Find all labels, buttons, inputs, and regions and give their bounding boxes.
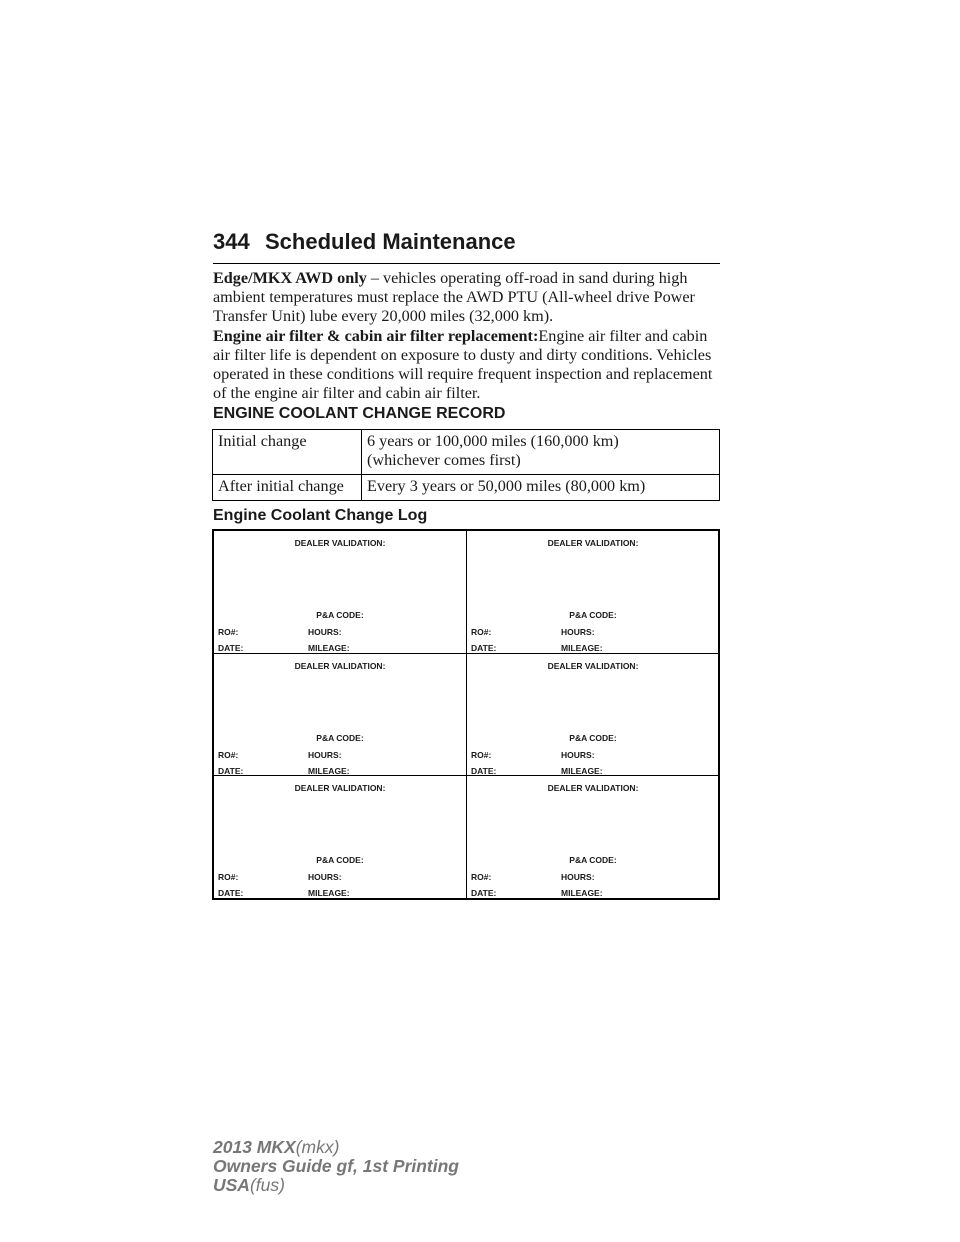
dealer-validation-label: DEALER VALIDATION:: [547, 538, 639, 548]
record-value-initial: [362, 430, 720, 475]
hours-label: HOURS:: [308, 872, 342, 882]
table-row: [213, 475, 720, 501]
awd-note-lead: Edge/MKX AWD only: [213, 269, 367, 287]
date-label: DATE:: [471, 643, 497, 653]
footer-model: 2013 MKX: [213, 1137, 296, 1157]
mileage-label: MILEAGE:: [561, 643, 603, 653]
footer-guide: Owners Guide gf, 1st Printing: [213, 1156, 459, 1176]
dealer-validation-label: DEALER VALIDATION:: [294, 661, 386, 671]
date-label: DATE:: [218, 643, 244, 653]
record-label-after: After initial change: [213, 475, 362, 501]
log-entry[interactable]: [467, 776, 719, 898]
log-row: [214, 653, 718, 776]
log-entry[interactable]: [214, 776, 466, 898]
date-label: DATE:: [471, 766, 497, 776]
ro-label: RO#:: [218, 750, 239, 760]
log-row: [214, 531, 718, 653]
log-entry[interactable]: [214, 654, 466, 776]
hours-label: HOURS:: [561, 872, 595, 882]
hours-label: HOURS:: [308, 627, 342, 637]
dealer-validation-label: DEALER VALIDATION:: [547, 661, 639, 671]
awd-note-paragraph: [213, 269, 723, 326]
pa-code-label: P&A CODE:: [569, 610, 617, 620]
mileage-label: MILEAGE:: [561, 888, 603, 898]
awd-note-text: – vehicles operating off-road in sand during high ambient temperatures must replace the AWD PTU (All-wheel drive Power Transfer Unit) lube every 20,000 miles (32,000 km).: [213, 269, 695, 325]
section-title: Scheduled Maintenance: [265, 229, 516, 254]
hours-label: HOURS:: [561, 750, 595, 760]
footer-line-model: [213, 1138, 459, 1157]
ro-label: RO#:: [471, 872, 492, 882]
dealer-validation-label: DEALER VALIDATION:: [294, 538, 386, 548]
page-number: 344: [213, 229, 250, 254]
footer-market: USA: [213, 1175, 250, 1195]
change-log-heading: Engine Coolant Change Log: [213, 507, 428, 524]
ro-label: RO#:: [218, 872, 239, 882]
mileage-label: MILEAGE:: [561, 766, 603, 776]
hours-label: HOURS:: [561, 627, 595, 637]
record-value-line: 6 years or 100,000 miles (160,000 km): [367, 432, 619, 450]
pa-code-label: P&A CODE:: [569, 855, 617, 865]
dealer-validation-label: DEALER VALIDATION:: [294, 783, 386, 793]
log-entry[interactable]: [467, 654, 719, 776]
table-row: [213, 430, 720, 475]
footer-line-market: [213, 1176, 459, 1195]
record-label-initial: Initial change: [213, 430, 362, 475]
record-value-after: [362, 475, 720, 501]
footer-market-code: (fus): [249, 1175, 285, 1195]
page-header: [213, 229, 720, 264]
date-label: DATE:: [218, 888, 244, 898]
mileage-label: MILEAGE:: [308, 888, 350, 898]
air-filter-paragraph: [213, 327, 723, 403]
hours-label: HOURS:: [308, 750, 342, 760]
footer-model-code: (mkx): [295, 1137, 340, 1157]
pa-code-label: P&A CODE:: [316, 855, 364, 865]
record-value-line: (whichever comes first): [367, 451, 521, 469]
record-value-line: Every 3 years or 50,000 miles (80,000 km): [367, 477, 646, 495]
date-label: DATE:: [471, 888, 497, 898]
ro-label: RO#:: [471, 627, 492, 637]
log-entry[interactable]: [467, 531, 719, 653]
air-filter-text: Engine air filter and cabin air filter life is dependent on exposure to dusty and dirty conditions. Vehicles operated in these conditions will require frequent inspection and replacement of the engine air filter and cabin air filter.: [213, 327, 713, 402]
log-row: [214, 775, 718, 898]
print-footer: [213, 1138, 459, 1195]
ro-label: RO#:: [471, 750, 492, 760]
log-entry[interactable]: [214, 531, 466, 653]
ro-label: RO#:: [218, 627, 239, 637]
pa-code-label: P&A CODE:: [569, 733, 617, 743]
pa-code-label: P&A CODE:: [316, 610, 364, 620]
air-filter-lead: Engine air filter & cabin air filter replacement:: [213, 327, 539, 345]
mileage-label: MILEAGE:: [308, 643, 350, 653]
dealer-validation-label: DEALER VALIDATION:: [547, 783, 639, 793]
date-label: DATE:: [218, 766, 244, 776]
coolant-record-table: [212, 429, 720, 501]
mileage-label: MILEAGE:: [308, 766, 350, 776]
pa-code-label: P&A CODE:: [316, 733, 364, 743]
coolant-record-heading: ENGINE COOLANT CHANGE RECORD: [213, 405, 506, 422]
change-log-grid: [212, 529, 720, 900]
